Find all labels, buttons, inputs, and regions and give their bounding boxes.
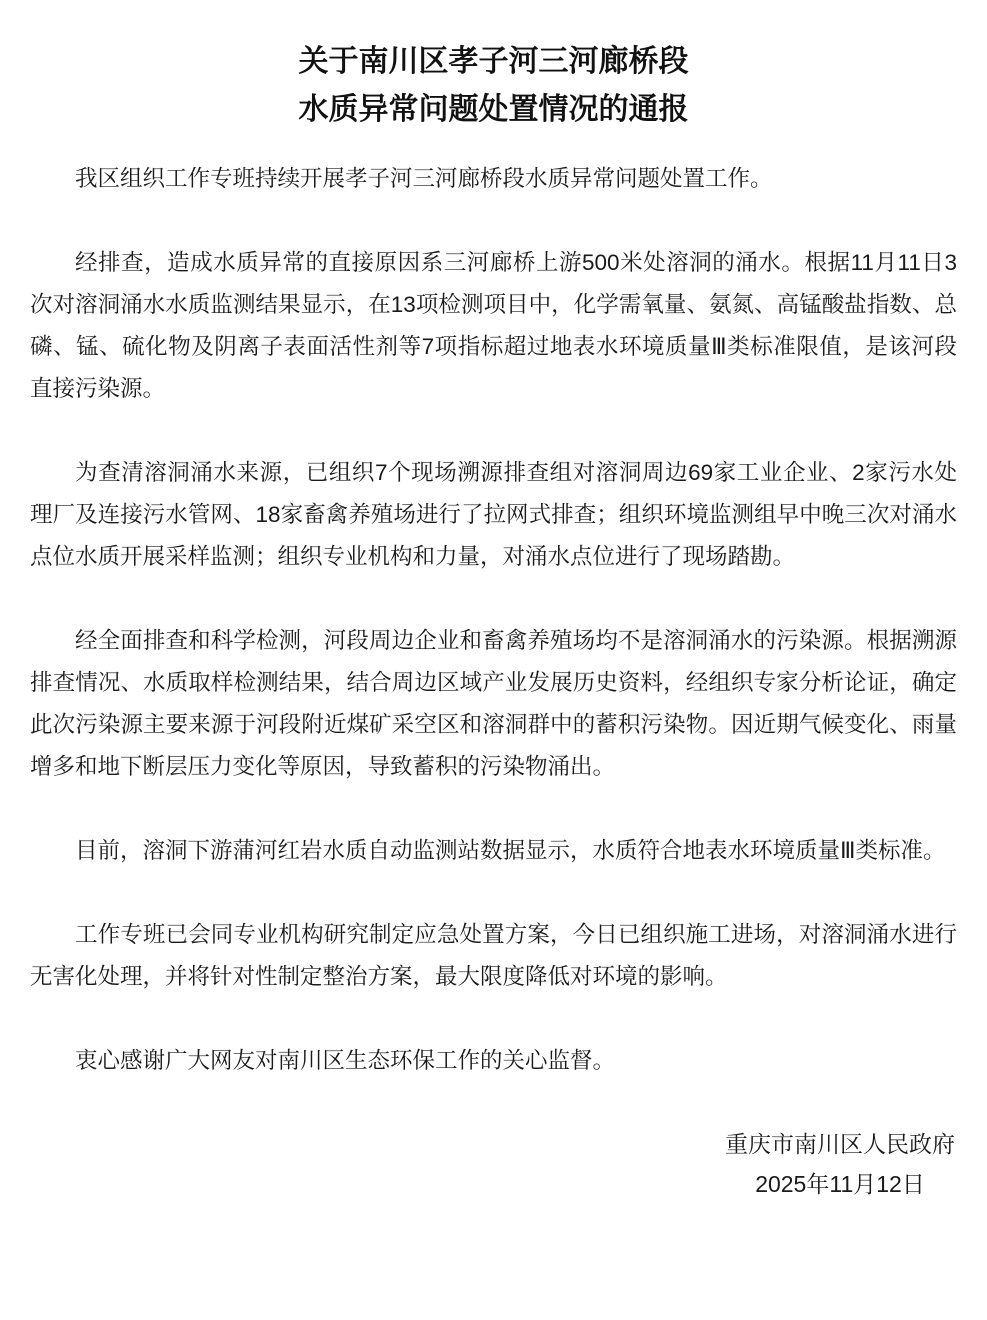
- signature-issuer: 重庆市南川区人民政府: [725, 1131, 955, 1157]
- title-line-2: 水质异常问题处置情况的通报: [298, 93, 689, 126]
- document-title: [30, 38, 957, 134]
- paragraph-4: 经全面排查和科学检测，河段周边企业和畜禽养殖场均不是溶洞涌水的污染源。根据溯源排查情况、水质取样检测结果，结合周边区域产业发展历史资料，经组织专家分析论证，确定此次污染源主要来源于河段附近煤矿采空区和溶洞群中的蓄积污染物。因近期气候变化、雨量增多和地下断层压力变化等原因，导致蓄积的污染物涌出。: [30, 628, 957, 779]
- paragraph-3: 为查清溶洞涌水来源，已组织7个现场溯源排查组对溶洞周边69家工业企业、2家污水处理厂及连接污水管网、18家畜禽养殖场进行了拉网式排查；组织环境监测组早中晚三次对涌水点位水质开展采样监测；组织专业机构和力量，对涌水点位进行了现场踏勘。: [30, 460, 957, 569]
- signature-date: 2025年11月12日: [755, 1171, 925, 1197]
- paragraph-1: 我区组织工作专班持续开展孝子河三河廊桥段水质异常问题处置工作。: [75, 166, 773, 191]
- paragraph-7: 衷心感谢广大网友对南川区生态环保工作的关心监督。: [75, 1048, 616, 1073]
- title-line-1: 关于南川区孝子河三河廊桥段: [298, 45, 689, 78]
- document-body: [30, 158, 957, 1082]
- paragraph-6: 工作专班已会同专业机构研究制定应急处置方案，今日已组织施工进场，对溶洞涌水进行无害化处理，并将针对性制定整治方案，最大限度降低对环境的影响。: [30, 922, 957, 989]
- paragraph-2: 经排查，造成水质异常的直接原因系三河廊桥上游500米处溶洞的涌水。根据11月11日3次对溶洞涌水水质监测结果显示，在13项检测项目中，化学需氧量、氨氮、高锰酸盐指数、总磷、锰、硫化物及阴离子表面活性剂等7项指标超过地表水环境质量Ⅲ类标准限值，是该河段直接污染源。: [30, 250, 957, 401]
- signature-block: [725, 1124, 955, 1204]
- paragraph-5: 目前，溶洞下游蒲河红岩水质自动监测站数据显示，水质符合地表水环境质量Ⅲ类标准。: [75, 838, 946, 863]
